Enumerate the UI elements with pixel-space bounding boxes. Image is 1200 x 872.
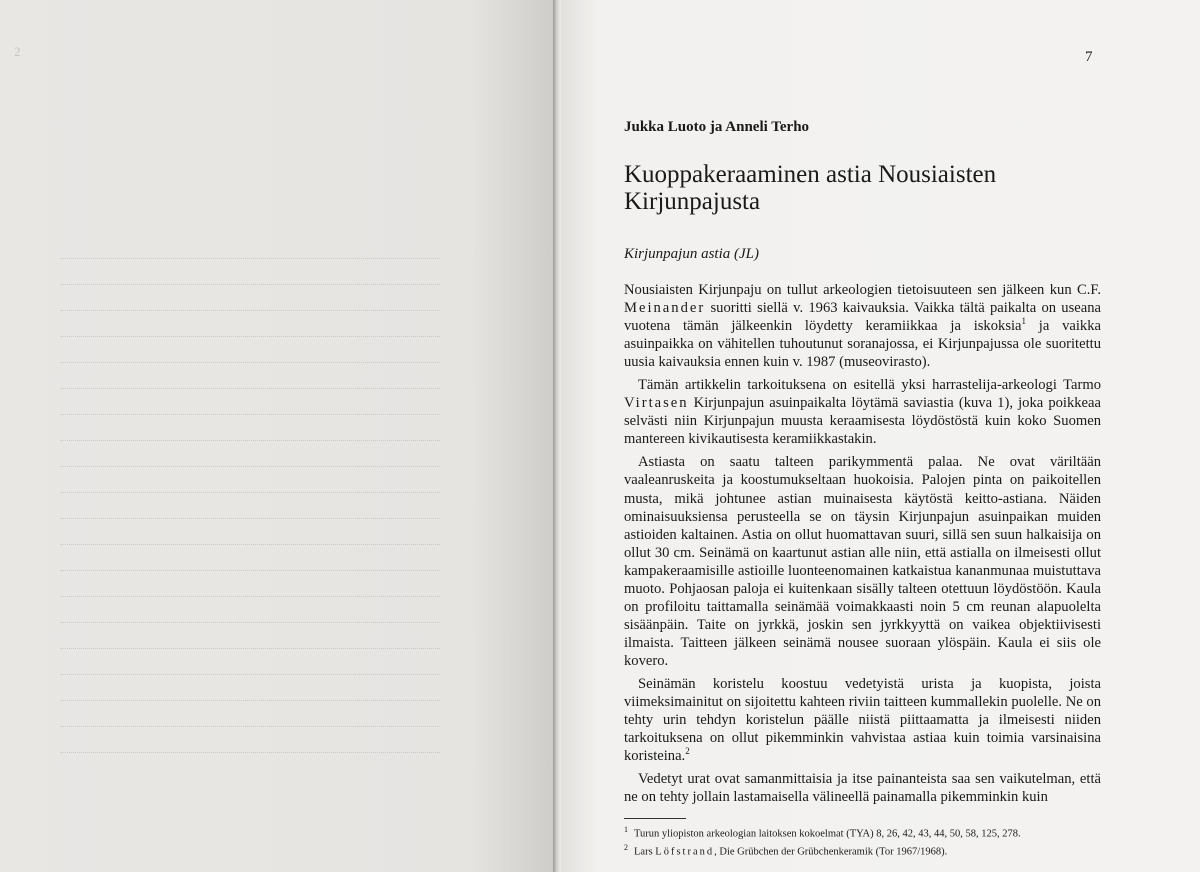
footnotes	[624, 823, 1101, 858]
left-page-show-through: 2	[0, 0, 553, 872]
footnote: $^1$ Turun yliopiston arkeologian laitoksen kokoelmat (TYA) 8, 26, 42, 43, 44, 50, 58, 125, 278.	[624, 825, 1021, 840]
paragraph: Nousiaisten Kirjunpaju on tullut arkeologien tietoisuuteen sen jälkeen kun C.F. Meinander suoritti siellä v. 1963 kaivauksia. Vaikka tältä paikalta on useana vuotena tämän jälkeenkin löydetty keramiikkaa ja iskoksia$^1$ ja vaikka asuinpaikka on vähitellen tuhoutunut soranajossa, ei Kirjunpajussa ole suoritettu uusia kaivauksia ennen kuin v. 1987 (museovirasto).	[624, 282, 1101, 371]
author-name-spaced: Virtasen	[624, 395, 689, 412]
section-subtitle: Kirjunpajun astia (JL)	[624, 246, 760, 262]
article-body	[624, 281, 1101, 811]
footnote: $^2$ Lars Löfstrand, Die Grübchen der Grübchenkeramik (Tor 1967/1968).	[624, 842, 948, 857]
paragraph: Astiasta on saatu talteen parikymmentä palaa. Ne ovat väriltään vaaleanruskeita ja koostumukseltaan huokoisia. Palojen pinta on paikoitellen musta, mikä johtunee astian muinaisesta käytöstä keitto-astiana. Näiden ominaisuuksiensa perusteella se on täysin Kirjunpajun asuinpaikan muiden astioiden kaltainen. Astia on ollut huomattavan suuri, sillä sen suun halkaisija on ollut 30 cm. Seinämä on kaartunut astian alle niin, että astialla on ilmeisesti ollut kampakeraamisille astioille luonteenomainen katkaistua kananmunaa muistuttava muoto. Pohjaosan paloja ei kuitenkaan sisälly talteen otettuun löydöstöön. Kaula on profiloitu taittamalla seinämää voimakkaasti noin 5 cm reunan alapuolelta sisäänpäin. Taite on jyrkkä, joskin sen jyrkkyyttä on vaikea objektiivisesti ilmaista. Taitteen jälkeen seinämä nousee suoraan ylöspäin. Kaula ei siis ole kovero.	[624, 454, 1101, 669]
paragraph: Seinämän koristelu koostuu vedetyistä urista ja kuopista, joista viimeksimainitut on sijoitettu kahteen riviin taitteen kummallekin puolelle. Ne on tehty urin tehdyn koristelun päälle niistä piittaamatta ja ilmeisesti niiden tarkoituksena on ollut pikemminkin vahvistaa astiaa kuin toimia varsinaisina koristeina.$^2$	[624, 675, 1101, 765]
article-authors: Jukka Luoto ja Anneli Terho	[624, 119, 810, 135]
page-number: 7	[1085, 49, 1093, 65]
footnote-rule	[624, 818, 686, 819]
article-title: Kuoppakeraaminen astia Nousiaisten Kirjunpajusta	[624, 161, 997, 215]
footnote-ref: 2	[685, 746, 690, 757]
right-page	[561, 0, 1200, 872]
footnote-ref: 1	[1021, 316, 1027, 327]
book-gutter	[553, 0, 561, 872]
author-name-spaced: Meinander	[624, 300, 706, 317]
paragraph: Tämän artikkelin tarkoituksena on esitellä yksi harrastelija-arkeologi Tarmo Virtasen Kirjunpajun asuinpaikalta löytämä saviastia (kuva 1), joka poikkeaa selvästi niin Kirjunpajun muusta keraamisesta löydöstöstä kuin koko Suomen mantereen kivikautisesta keramiikkastakin.	[624, 377, 1101, 448]
paragraph: Vedetyt urat ovat samanmittaisia ja itse painanteista saa sen vaikutelman, että ne on tehty jollain lastamaisella välineellä painamalla pikemminkin kuin	[624, 771, 1101, 806]
